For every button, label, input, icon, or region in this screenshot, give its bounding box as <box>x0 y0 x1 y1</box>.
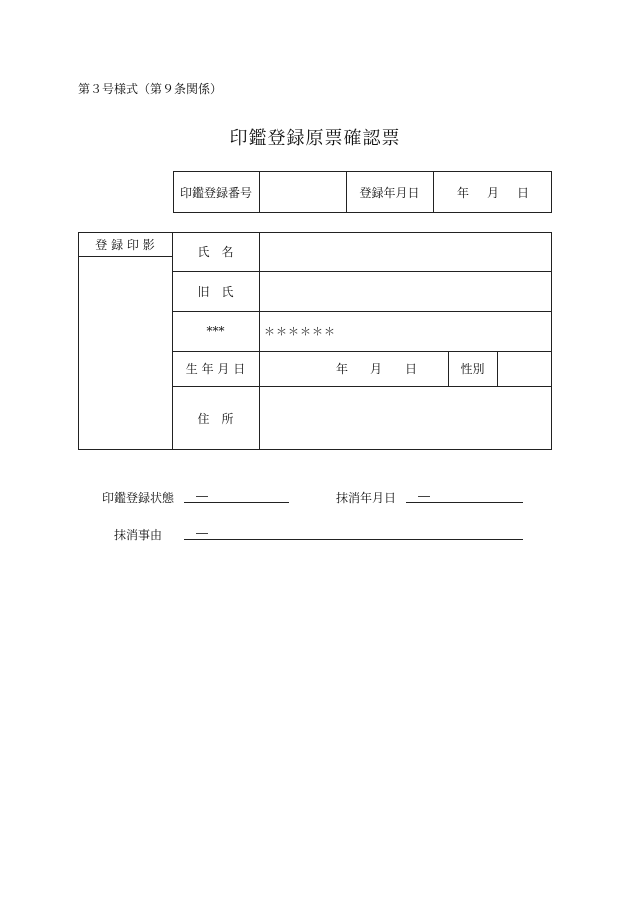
former-name-value <box>259 271 552 311</box>
cancel-reason-value: ― <box>196 526 208 540</box>
cancel-reason-underline <box>184 539 523 540</box>
reg-number-value <box>259 171 346 213</box>
cancel-date-value: ― <box>418 489 430 503</box>
reg-date-month: 月 <box>487 185 500 200</box>
masked-value: ＊＊＊＊＊＊ <box>264 325 336 338</box>
birth-date-value <box>259 351 448 386</box>
name-value <box>259 232 552 271</box>
name-label: 氏 名 <box>197 245 234 259</box>
reg-date-day: 日 <box>517 185 530 200</box>
former-name-label: 旧 氏 <box>197 284 234 299</box>
reg-number-label: 印鑑登録番号 <box>179 185 252 200</box>
birth-year: 年 <box>336 362 349 376</box>
birth-day: 日 <box>405 362 418 376</box>
gender-label: 性別 <box>460 362 485 376</box>
seal-impression-area <box>78 256 172 450</box>
cancel-date-label: 抹消年月日 <box>336 491 397 505</box>
birth-month: 月 <box>370 362 383 376</box>
seal-status-label: 印鑑登録状態 <box>102 491 175 505</box>
reg-date-year: 年 <box>457 185 470 200</box>
form-number: 第３号様式（第９条関係） <box>78 82 223 96</box>
birth-date-label: 生 年 月 日 <box>185 362 246 376</box>
seal-impression-label: 登 録 印 影 <box>95 237 155 252</box>
cancel-date-underline <box>406 502 523 503</box>
seal-status-underline <box>184 502 289 503</box>
address-label: 住 所 <box>197 411 234 426</box>
seal-status-value: ― <box>196 489 208 503</box>
address-value <box>259 386 552 450</box>
reg-date-value <box>433 171 552 213</box>
masked-label: *** <box>206 324 225 338</box>
cancel-reason-label: 抹消事由 <box>114 528 163 542</box>
reg-date-label: 登録年月日 <box>359 185 420 200</box>
gender-value <box>497 351 552 386</box>
page-title: 印鑑登録原票確認票 <box>229 128 401 149</box>
